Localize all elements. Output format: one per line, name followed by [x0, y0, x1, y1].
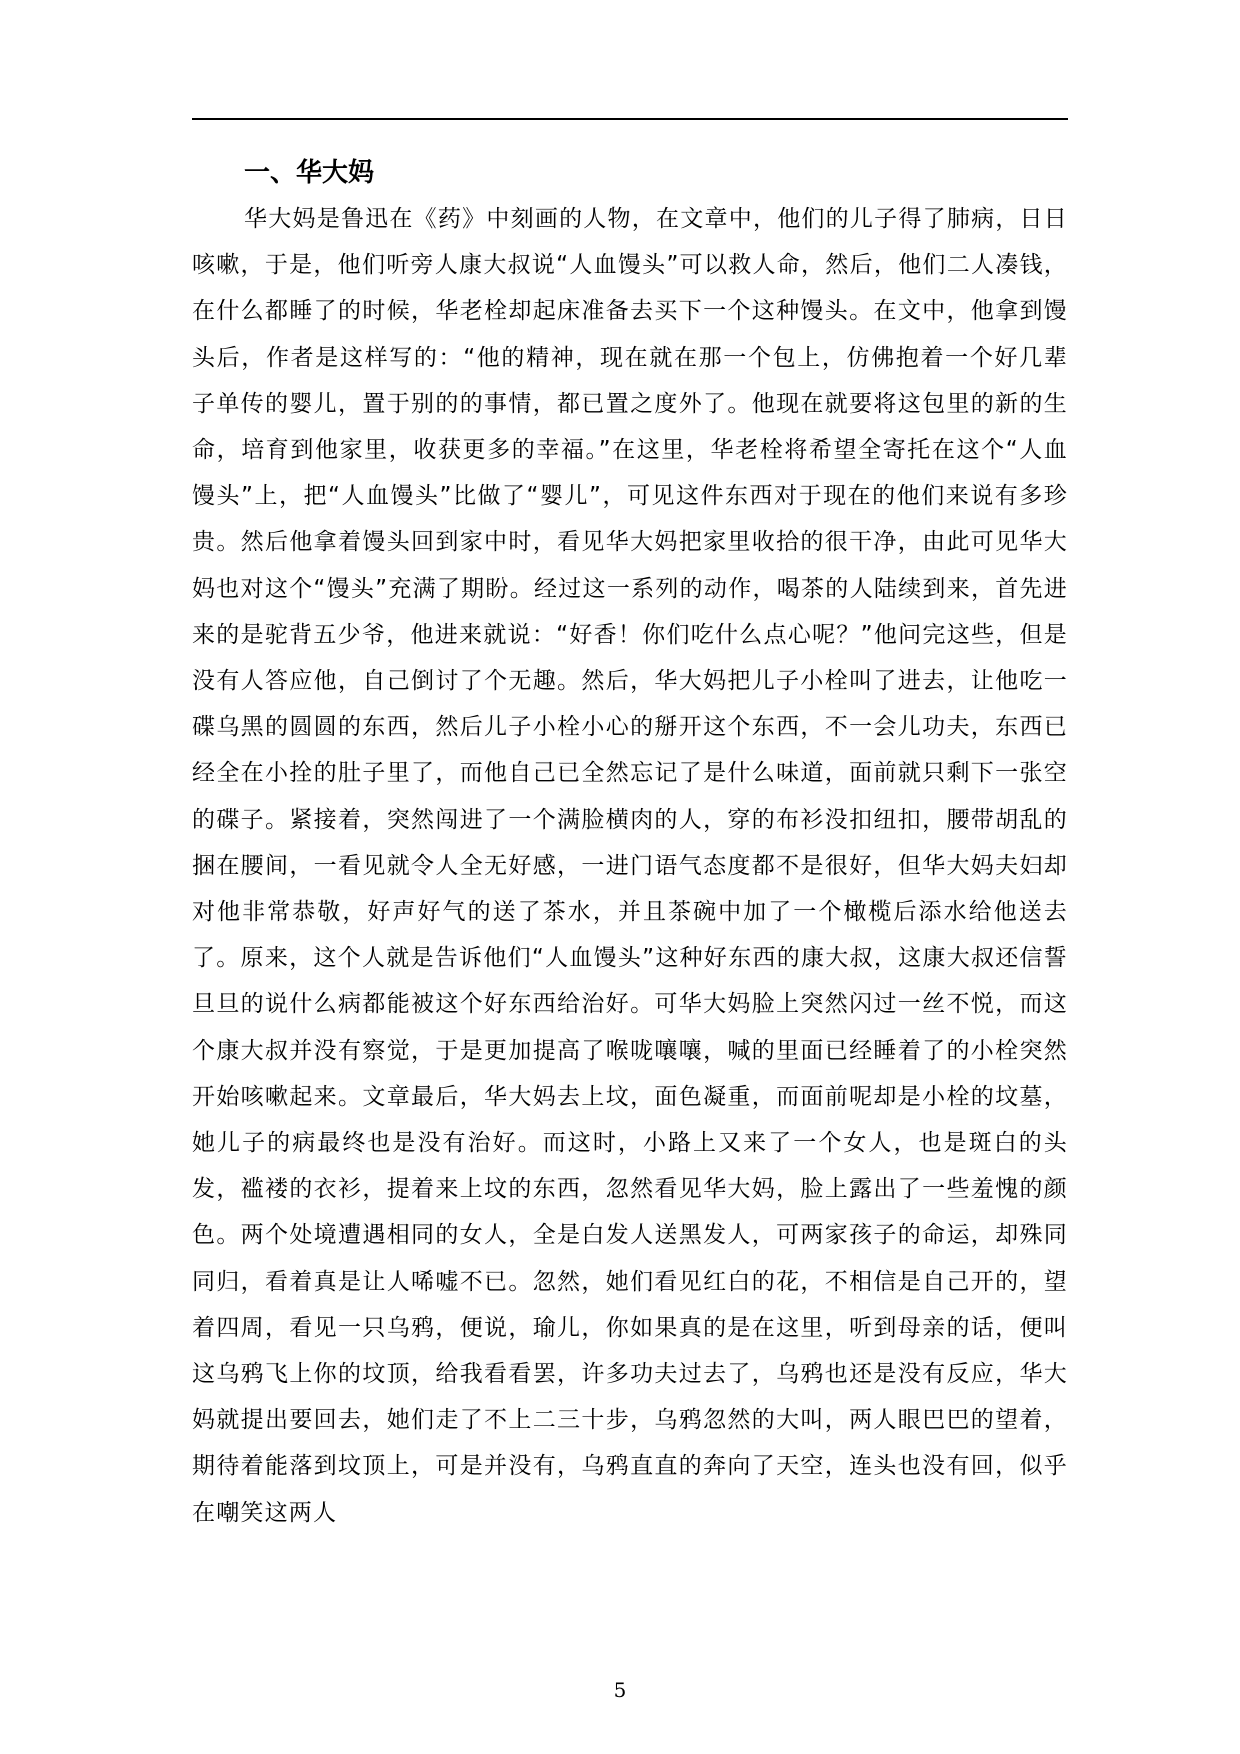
page-content — [192, 150, 1068, 1536]
page-number: 5 — [613, 1678, 627, 1702]
body-paragraph: 华大妈是鲁迅在《药》中刻画的人物，在文章中，他们的儿子得了肺病，日日咳嗽，于是，他们听旁人康大叔说“人血馒头”可以救人命，然后，他们二人凑钱，在什么都睡了的时候，华老栓却起床准备去买下一个这种馒头。在文中，他拿到馒头后，作者是这样写的：“他的精神，现在就在那一个包上，仿佛抱着一个好几辈子单传的婴儿，置于别的的事情，都已置之度外了。他现在就要将这包里的新的生命，培育到他家里，收获更多的幸福。”在这里，华老栓将希望全寄托在这个“人血馒头”上，把“人血馒头”比做了“婴儿”，可见这件东西对于现在的他们来说有多珍贵。然后他拿着馒头回到家中时，看见华大妈把家里收拾的很干净，由此可见华大妈也对这个“馒头”充满了期盼。经过这一系列的动作，喝茶的人陆续到来，首先进来的是驼背五少爷，他进来就说：“好香！你们吃什么点心呢？”他问完这些，但是没有人答应他，自己倒讨了个无趣。然后，华大妈把儿子小栓叫了进去，让他吃一碟乌黑的圆圆的东西，然后儿子小栓小心的掰开这个东西，不一会儿功夫，东西已经全在小拴的肚子里了，而他自己已全然忘记了是什么味道，面前就只剩下一张空的碟子。紧接着，突然闯进了一个满脸横肉的人，穿的布衫没扣纽扣，腰带胡乱的捆在腰间，一看见就令人全无好感，一进门语气态度都不是很好，但华大妈夫妇却对他非常恭敬，好声好气的送了茶水，并且茶碗中加了一个橄榄后添水给他送去了。原来，这个人就是告诉他们“人血馒头”这种好东西的康大叔，这康大叔还信誓旦旦的说什么病都能被这个好东西给治好。可华大妈脸上突然闪过一丝不悦，而这个康大叔并没有察觉，于是更加提高了喉咙嚷嚷，喊的里面已经睡着了的小栓突然开始咳嗽起来。文章最后，华大妈去上坟，面色凝重，而面前呢却是小栓的坟墓，她儿子的病最终也是没有治好。而这时，小路上又来了一个女人，也是斑白的头发，褴褛的衣衫，提着来上坟的东西，忽然看见华大妈，脸上露出了一些羞愧的颜色。两个处境遭遇相同的女人，全是白发人送黑发人，可两家孩子的命运，却殊同同归，看着真是让人唏嘘不已。忽然，她们看见红白的花，不相信是自己开的，望着四周，看见一只乌鸦，便说，瑜儿，你如果真的是在这里，听到母亲的话，便叫这乌鸦飞上你的坟顶，给我看看罢，许多功夫过去了，乌鸦也还是没有反应，华大妈就提出要回去，她们走了不上二三十步，乌鸦忽然的大叫，两人眼巴巴的望着，期待着能落到坟顶上，可是并没有，乌鸦直直的奔向了天空，连头也没有回，似乎在嘲笑这两人 — [192, 206, 1068, 1526]
header-rule — [192, 118, 1068, 120]
section-heading: 一、华大妈 — [244, 158, 375, 188]
